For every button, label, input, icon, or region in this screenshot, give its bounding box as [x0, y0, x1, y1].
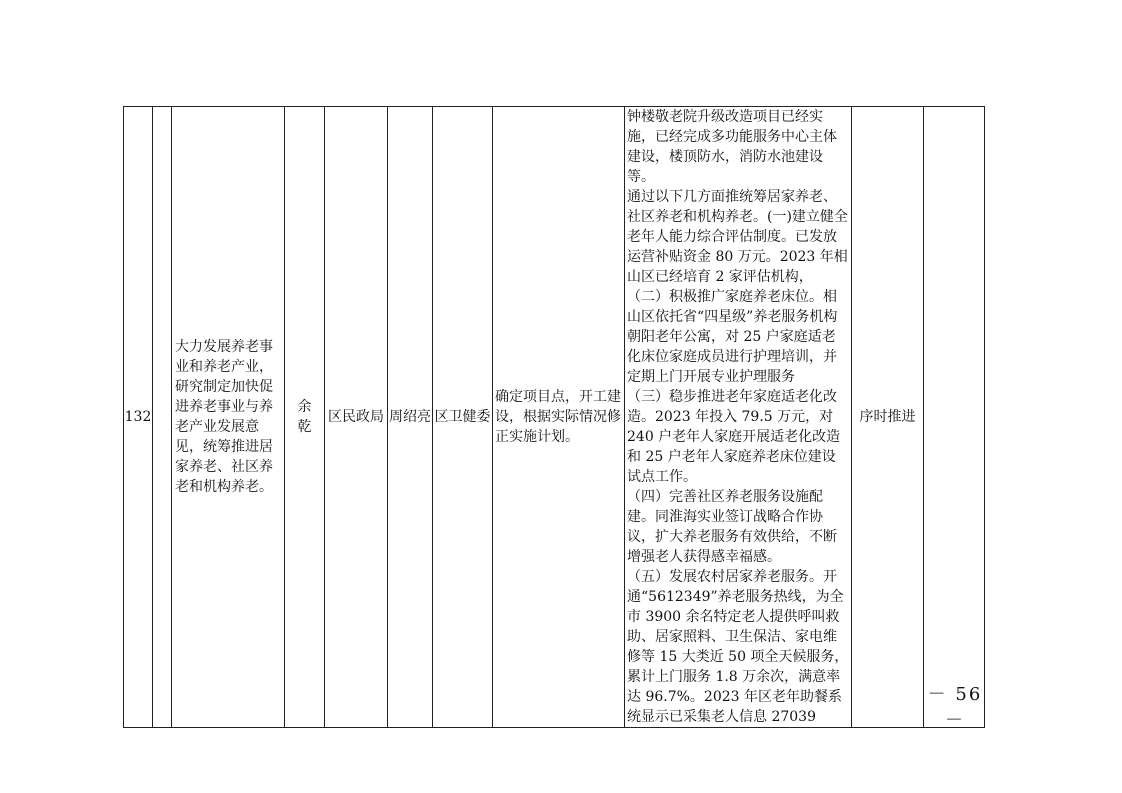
row-number: 132 — [124, 409, 152, 425]
plan-cell — [493, 107, 625, 728]
remarks-cell — [924, 107, 985, 728]
progress-paragraph-2: 通过以下几方面推统筹居家养老、社区养老和机构养老。(一)建立健全老年人能力综合评估制度。已发放运营补贴资金 80 万元。2023 年相山区已经培育 2 家评估机构， — [627, 189, 848, 285]
leader-char-1: 余 — [297, 399, 312, 415]
person-cell — [388, 107, 433, 728]
progress-paragraph-6: （五）发展农村居家养老服务。开通“5612349”养老服务热线，为全市 3900 余名特定老人提供呼叫救助、居家照料、卫生保洁、家电维修等 15 大类近 50 项全天候服务，累计上门服务 1.8 万余次，满意率达 96.7%。2023 年区老年助餐系统显示已采集老人信息 27039 — [627, 569, 849, 725]
responsible-person: 周绍亮 — [389, 409, 431, 425]
blank-cell — [153, 107, 172, 728]
table-row — [124, 107, 985, 728]
row-number-cell — [124, 107, 153, 728]
progress-paragraph-1: 钟楼敬老院升级改造项目已经实施，已经完成多功能服务中心主体建设，楼顶防水，消防水池建设等。 — [627, 109, 837, 185]
progress-paragraph-3: （二）积极推广家庭养老床位。相山区依托省“四星级”养老服务机构朝阳老年公寓，对 25 户家庭适老化床位家庭成员进行护理培训，并定期上门开展专业护理服务 — [627, 289, 838, 385]
schedule-status: 序时推进 — [859, 409, 916, 425]
supervision-table — [123, 106, 985, 728]
lead-unit-cell — [325, 107, 388, 728]
plan-text: 确定项目点，开工建设，根据实际情况修正实施计划。 — [495, 389, 621, 445]
progress-cell — [625, 107, 852, 728]
leader-char-2: 乾 — [297, 419, 312, 435]
progress-paragraph-4: （三）稳步推进老年家庭适老化改造。2023 年投入 79.5 万元，对 240 户老年人家庭开展适老化改造和 25 户老年人家庭养老床位建设试点工作。 — [627, 389, 841, 485]
schedule-cell — [852, 107, 924, 728]
task-text: 大力发展养老事业和养老产业，研究制定加快促进养老事业与养老产业发展意见，统筹推进居家养老、社区养老和机构养老。 — [175, 339, 273, 495]
task-cell — [172, 107, 285, 728]
progress-paragraph-5: （四）完善社区养老服务设施配建。同淮海实业签订战略合作协议，扩大养老服务有效供给，不断增强老人获得感幸福感。 — [627, 489, 837, 565]
lead-unit: 区民政局 — [328, 409, 384, 425]
partner-unit-cell — [433, 107, 493, 728]
page-number: － 56 － — [927, 684, 983, 731]
partner-unit: 区卫健委 — [434, 409, 491, 425]
responsible-leader-cell — [285, 107, 325, 728]
